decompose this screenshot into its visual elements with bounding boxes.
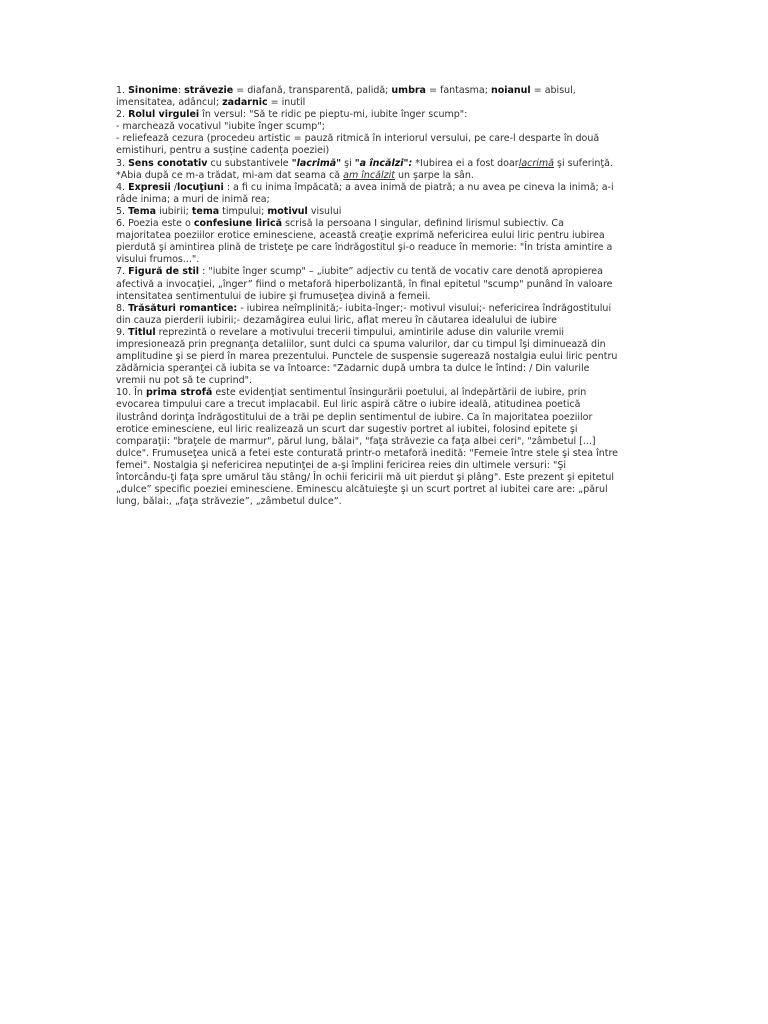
text-line <box>116 230 656 242</box>
text-run: 5. <box>116 205 129 217</box>
bold-term: Titlul <box>128 326 156 338</box>
text-run: 9. <box>116 326 129 338</box>
text-run: cu substantivele <box>207 157 292 169</box>
text-line <box>116 436 656 448</box>
text-run: afectivă a invocaţiei, „înger” fiind o metaforă hiperbolizantă, în final epitetul "scump" punând în valoare <box>116 278 613 290</box>
text-run: pierdută şi amintirea plină de tristeţe pe care îndrăgostitul şi-o readuce în memorie: "În trista amintire a <box>116 242 613 254</box>
bold-term: tema <box>191 205 220 217</box>
text-line <box>116 484 656 496</box>
text-run: întorcându-ţi faţa spre umărul tău stâng/ În ochii fericirii mă uit pierdut şi plâng". Este prezent şi epitetul <box>116 472 615 483</box>
text-run: timpului; <box>219 205 268 217</box>
bold-term: Expresii <box>128 181 171 193</box>
text-line <box>116 496 656 508</box>
text-line <box>116 254 656 266</box>
text-line <box>116 279 656 291</box>
text-run: reprezintă o revelare a motivului trecerii timpului, amintirile aduse din valurile vremii <box>155 326 565 338</box>
text-line <box>116 412 656 424</box>
text-line <box>116 424 656 436</box>
text-run: din cauza pierderii iubirii;- dezamăgirea eului liric, aflat mereu în căutarea idealului de iubire <box>116 314 557 326</box>
text-line <box>116 315 656 327</box>
bold-term: zadarnic <box>222 97 268 109</box>
text-line <box>116 339 656 351</box>
text-run: iubirii; <box>156 205 192 217</box>
text-run: un şarpe la sân. <box>394 169 474 181</box>
text-line <box>116 303 656 315</box>
bold-term: Sinonime <box>128 85 178 96</box>
text-line <box>116 266 656 278</box>
text-line <box>116 460 656 472</box>
text-run: este evidenţiat sentimentul însingurării poetului, al îndepărtării de iubire, prin <box>212 387 587 399</box>
text-line <box>116 170 656 182</box>
bold-term: confesiune lirică <box>193 218 283 230</box>
text-run: impresionează prin pregnanţa detaliilor, sunt dulci ca spuma valurilor, dar cu timpul îşi diminuează din <box>116 338 606 350</box>
text-run: - iubirea neîmplinită;- iubita-înger;- motivul visului;- nefericirea îndrăgostitului <box>237 302 612 314</box>
bold-term: noianul <box>490 85 531 96</box>
bold-term: "a încălzi": <box>354 157 413 169</box>
text-run: 1. <box>116 85 129 96</box>
text-line <box>116 375 656 387</box>
text-line <box>116 121 656 133</box>
text-run: intensitatea sentimentului de iubire şi frumuseţea divină a femeii. <box>116 290 431 302</box>
text-run: lacrimă <box>518 157 554 169</box>
text-run: : <box>177 85 185 96</box>
text-run: / <box>170 181 178 193</box>
bold-term: "lacrimă" <box>291 157 342 169</box>
text-line <box>116 145 656 157</box>
text-run: vremii nu pot să te cuprind". <box>116 375 253 387</box>
bold-term: motivul <box>267 205 308 217</box>
text-run: visului <box>307 205 342 217</box>
bold-term: Rolul virgulei <box>128 109 200 121</box>
text-run: emistihuri, pentru a susține cadența poeziei) <box>116 145 330 157</box>
text-line <box>116 194 656 206</box>
text-run: : a fi cu inima împăcată; a avea inimă de piatră; a nu avea pe cineva la inimă; a-i <box>223 181 614 193</box>
text-line <box>116 327 656 339</box>
bold-term: străvezie <box>184 85 234 96</box>
text-line <box>116 363 656 375</box>
text-run: imensitatea, adâncul; <box>116 97 223 109</box>
text-line <box>116 85 656 97</box>
text-line <box>116 218 656 230</box>
text-run: = abisul, <box>530 85 576 96</box>
text-run: ilustrând dorinţa îndrăgostitului de a trăi pe deplin sentimentul de iubire. Ca în majoritatea poeziilor <box>116 411 593 423</box>
text-run: visului frumos...". <box>116 254 200 266</box>
text-run: „dulce” specific poeziei eminesciene. Eminescu alcătuieşte şi un scurt portret al iubitei care are: „părul <box>116 484 608 496</box>
text-run: *Abia după ce m-a trădat, mi-am dat seama că <box>116 169 344 181</box>
text-line <box>116 133 656 145</box>
text-run: am încălzit <box>343 169 395 181</box>
text-run: amplitudine şi se pierd în marea prezentului. Punctele de suspensie sugerează nostalgia eului liric pentru <box>116 351 618 363</box>
text-run: zădărnicia speranţei că iubita se va întoarce: "Zadarnic după umbra ta dulce le întind: / Din valurile <box>116 363 590 375</box>
text-run: 2. <box>116 109 129 121</box>
text-line <box>116 399 656 411</box>
text-line <box>116 351 656 363</box>
bold-term: Figură de stil <box>128 266 200 278</box>
text-run: şi <box>341 157 355 169</box>
bold-term: Tema <box>128 205 157 217</box>
text-run: scrisă la persoana I singular, definind lirismul subiectiv. Ca <box>282 218 564 230</box>
text-run: 7. <box>116 266 129 278</box>
text-line <box>116 109 656 121</box>
text-line <box>116 448 656 460</box>
text-line <box>116 472 656 484</box>
text-run: = fantasma; <box>425 85 491 96</box>
bold-term: locuţiuni <box>177 181 224 193</box>
text-run: evocarea timpului care a trecut implacabil. Eul liric aspiră către o iubire ideală, atitudinea poetică <box>116 399 581 411</box>
text-run: dulce". Frumuseţea unică a fetei este conturată printr-o metaforă inedită: "Femeie între stele şi stea între <box>116 447 619 459</box>
text-line <box>116 97 656 109</box>
text-run: - marchează vocativul "iubite înger scump"; <box>116 121 325 133</box>
text-run: 4. <box>116 181 129 193</box>
text-line <box>116 158 656 170</box>
document-body <box>116 85 656 508</box>
text-run: = diafană, transparentă, palidă; <box>233 85 392 96</box>
text-line <box>116 387 656 399</box>
text-run: şi suferinţă. <box>554 157 613 169</box>
text-run: 3. <box>116 157 129 169</box>
text-line <box>116 182 656 194</box>
text-run: în versul: "Să te ridic pe pieptu-mi, iubite înger scump": <box>199 109 468 121</box>
text-run: = inutil <box>267 97 306 109</box>
text-line <box>116 206 656 218</box>
text-run: 8. <box>116 302 129 314</box>
text-run: râde inima; a muri de inimă rea; <box>116 193 270 205</box>
text-run: 10. În <box>116 387 146 399</box>
bold-term: Trăsături romantice: <box>128 302 238 314</box>
text-run: 6. Poezia este o <box>116 218 194 230</box>
text-line <box>116 291 656 303</box>
bold-term: umbra <box>391 85 426 96</box>
text-run: erotice eminesciene, eul liric realizează un scurt dar sugestiv portret al iubitei, folosind epitete şi <box>116 423 578 435</box>
text-run: lung, bălai:, „faţa străvezie”, „zâmbetul dulce”. <box>116 496 342 508</box>
text-run: femei". Nostalgia şi nefericirea neputinţei de a-şi împlini fericirea reies din ultimele versuri: "Şi <box>116 459 566 471</box>
text-run: : "iubite înger scump" – „iubite” adjectiv cu tentă de vocativ care denotă apropierea <box>199 266 603 278</box>
text-run: majoritatea poeziilor erotice eminesciene, această creaţie exprimă nefericirea eului liric pentru iubirea <box>116 230 605 242</box>
text-run: comparaţii: "braţele de marmur", părul lung, bălai", "faţa străvezie ca faţa albei ceri", "zâmbetul [...] <box>116 435 596 447</box>
bold-term: Sens conotativ <box>128 157 208 169</box>
text-run: - reliefează cezura (procedeu artistic = pauză ritmică în interiorul versului, pe care-l desparte în două <box>116 133 600 145</box>
bold-term: prima strofă <box>145 387 213 399</box>
text-line <box>116 242 656 254</box>
text-run: *Iubirea ei a fost doar <box>412 157 519 169</box>
